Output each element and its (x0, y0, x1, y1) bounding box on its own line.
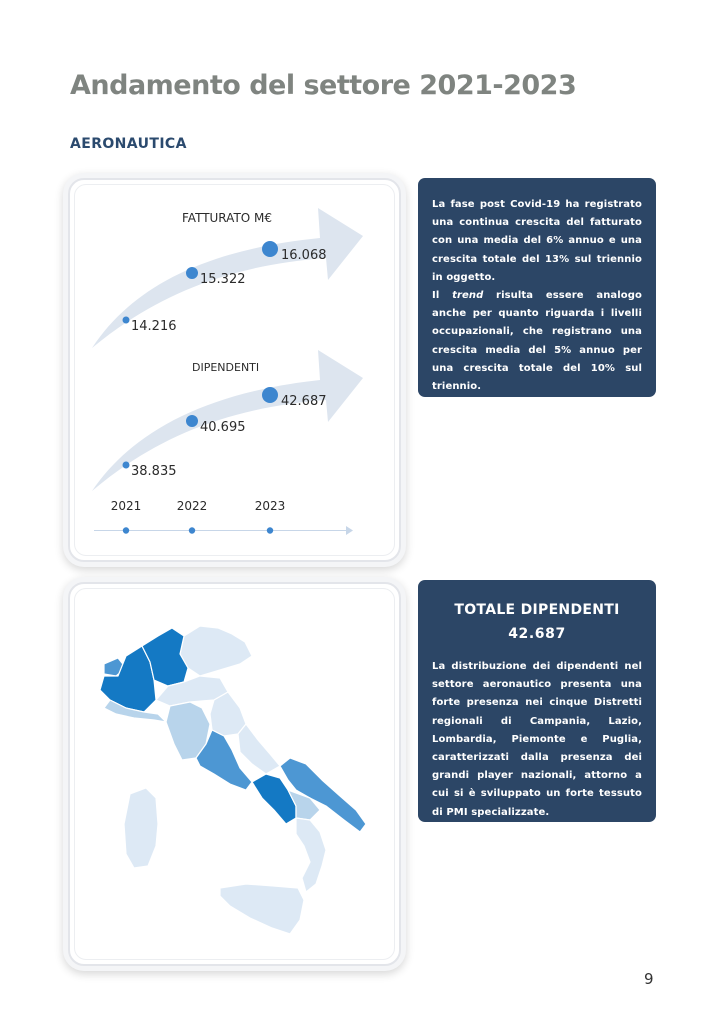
timeline-dot-2022 (189, 527, 195, 533)
data-point-2023 (262, 387, 278, 403)
timeline (111, 499, 286, 534)
data-label-2021: 38.835 (131, 464, 177, 479)
data-point-2023 (262, 241, 278, 257)
fatturato-series (123, 241, 327, 334)
data-label-2023: 42.687 (281, 394, 327, 409)
year-label-2023: 2023 (254, 499, 286, 513)
summary-paragraph-1: La fase post Covid-19 ha registrato una continua crescita del fatturato con una media del 6% annuo e una crescita totale del 13% sul triennio in oggetto. (432, 199, 642, 283)
timeline-dot-2023 (267, 527, 273, 533)
region-sardegna (124, 788, 158, 868)
region-abruzzo-molise (238, 724, 280, 774)
timeline-dot-2021 (123, 527, 129, 533)
employees-panel-text: La distribuzione dei dipendenti nel settore aeronautico presenta una forte presenza nei cinque Distretti regionali di Campania, Lazio, Lombardia, Piemonte e Puglia, caratterizzati dalla presenza dei grandi player nazionali, attorno a cui si è sviluppato un forte tessuto di PMI specializzate. (432, 661, 642, 818)
employees-panel-title: TOTALE DIPENDENTI (454, 602, 620, 618)
italy-map (70, 584, 399, 964)
summary-paragraph-2: Il trend risulta essere analogo anche per quanto riguarda i livelli occupazionali, che registrano una crescita media del 5% annuo per una crescita totale del 10% sul triennio. (432, 290, 642, 393)
trend-chart (70, 180, 399, 560)
page-number: 9 (644, 970, 654, 988)
timeline-axis (94, 526, 353, 535)
dipendenti-title: DIPENDENTI (192, 361, 260, 374)
region-calabria (296, 818, 326, 892)
page-title: Andamento del settore 2021-2023 (70, 70, 577, 101)
map-frame (68, 582, 401, 966)
fatturato-title: FATTURATO M€ (182, 211, 273, 225)
data-point-2021 (123, 317, 130, 324)
data-label-2021: 14.216 (131, 319, 177, 334)
section-title: AERONAUTICA (70, 136, 187, 152)
data-point-2021 (123, 462, 130, 469)
data-label-2022: 40.695 (200, 420, 246, 435)
data-point-2022 (186, 267, 198, 279)
region-sicilia (220, 884, 304, 934)
data-point-2022 (186, 415, 198, 427)
data-label-2023: 16.068 (281, 248, 327, 263)
data-label-2022: 15.322 (200, 272, 246, 287)
year-label-2021: 2021 (110, 499, 142, 513)
region-marche-umbria (210, 692, 246, 736)
employees-panel (418, 580, 656, 822)
chart-frame (68, 178, 401, 562)
year-label-2022: 2022 (176, 499, 208, 513)
region-northeast (180, 626, 252, 676)
employees-total-value: 42.687 (508, 626, 566, 642)
summary-panel (418, 178, 656, 397)
